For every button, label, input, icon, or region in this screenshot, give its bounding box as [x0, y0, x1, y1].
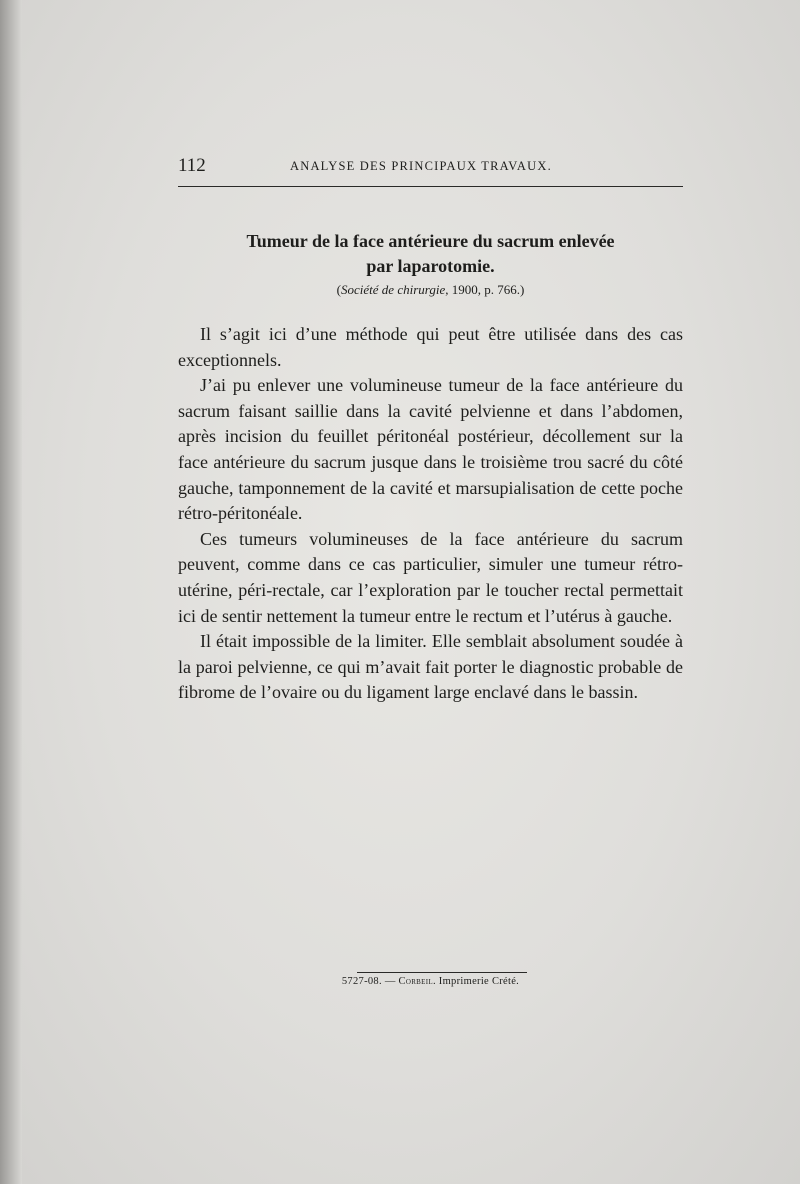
paragraph: Ces tumeurs volumineuses de la face antérieure du sacrum peuvent, comme dans ce cas particulier, simuler une tumeur rétro-utérine, péri-rectale, car l’exploration par le toucher rectal permettait ici de sentir nettement la tumeur entre le rectum et l’utérus à gauche. [178, 528, 683, 626]
title-line-1: Tumeur de la face antérieure du sacrum enlevée [246, 231, 615, 251]
header-rule [178, 186, 683, 187]
page-header [178, 155, 683, 181]
running-head: ANALYSE DES PRINCIPAUX TRAVAUX. [290, 159, 552, 173]
paragraph: J’ai pu enlever une volumineuse tumeur de la face antérieure du sacrum faisant saillie dans la cavité pelvienne et dans l’abdomen, après incision du feuillet péritonéal postérieur, décollement sur la face antérieure du sacrum jusque dans le troisième trou sacré du côté gauche, tamponnement de la cavité et marsupialisation de cette poche rétro-péritonéale. [178, 375, 683, 524]
print-city: Corbeil [398, 976, 433, 987]
article-title [178, 229, 683, 279]
footer-rule [357, 972, 527, 973]
paragraph: Il était impossible de la limiter. Elle semblait absolument soudée à la paroi pelvienne, ce qui m’avait fait porter le diagnostic probable de fibrome de l’ovaire ou du ligament large enclavé dans le bassin. [178, 631, 683, 703]
printer-name: . Imprimerie Crété. [432, 976, 520, 987]
print-number: 5727-08. — [341, 976, 399, 987]
body-text [178, 322, 683, 706]
paragraph: Il s’agit ici d’une méthode qui peut être utilisée dans des cas exceptionnels. [178, 324, 683, 370]
printer-footer [178, 976, 683, 987]
binding-shadow [0, 0, 22, 1184]
title-line-2: par laparotomie. [366, 256, 495, 276]
citation-details: , 1900, p. 766.) [445, 282, 525, 297]
citation-source: Société de chirurgie [341, 282, 446, 297]
citation: (Société de chirurgie, 1900, p. 766.) [336, 282, 525, 297]
page-number: 112 [178, 155, 206, 176]
